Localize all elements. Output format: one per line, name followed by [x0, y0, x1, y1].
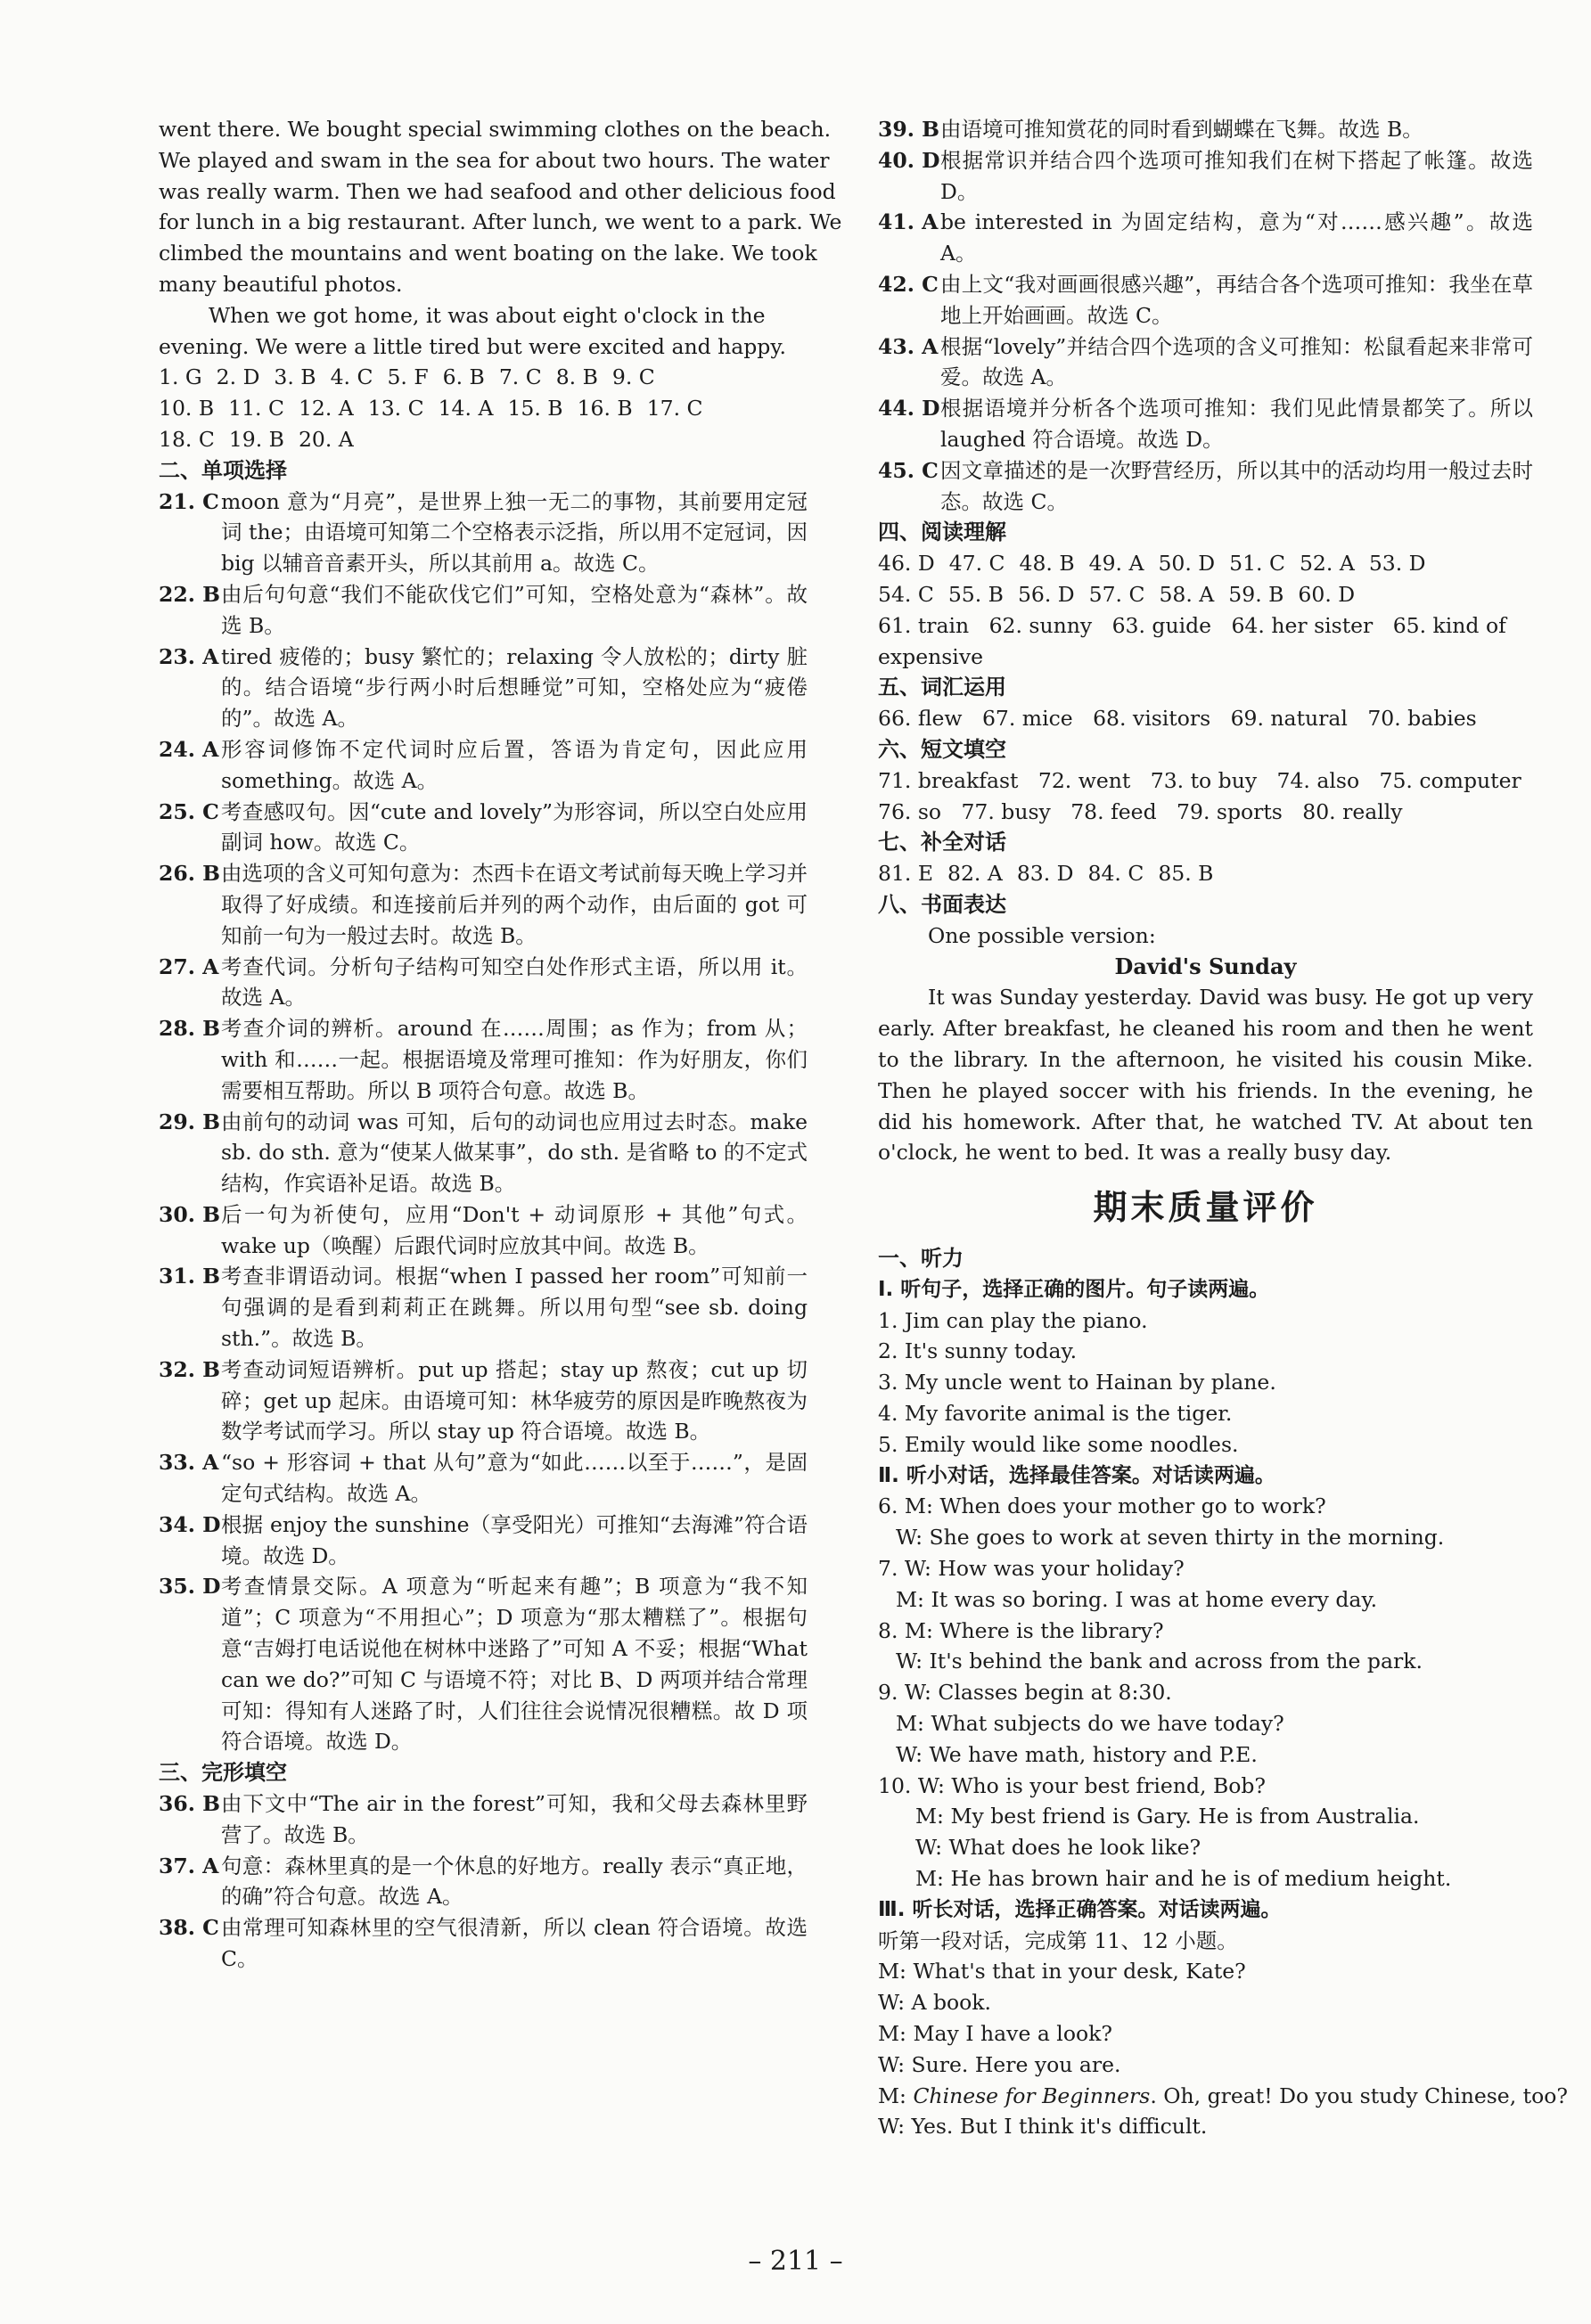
- answer-explanation: 40. D 根据常识并结合四个选项可推知我们在树下搭起了帐篷。故选 D。: [878, 147, 1533, 204]
- listening-sentence: 3. My uncle went to Hainan by plane.: [878, 1370, 1276, 1395]
- page-number: – 211 –: [748, 2246, 843, 2277]
- dialog-line: W: We have math, history and P.E.: [896, 1741, 1258, 1767]
- answer-row: 1. G 2. D 3. B 4. C 5. F 6. B 7. C 8. B 9. C: [159, 364, 655, 390]
- listening-part-heading: Ⅱ. 听小对话，选择最佳答案。对话读两遍。: [878, 1463, 1275, 1487]
- dialog-line: 10. W: Who is your best friend, Bob?: [878, 1772, 1267, 1798]
- dialog-line: W: Sure. Here you are.: [878, 2051, 1121, 2077]
- dialog-line: W: A book.: [878, 1990, 991, 2016]
- left-column: [159, 114, 842, 1975]
- book-title: Chinese for Beginners: [913, 2083, 1151, 2108]
- dialog-line: M: What's that in your desk, Kate?: [878, 1959, 1246, 1984]
- listening-sentence: 2. It's sunny today.: [878, 1338, 1078, 1364]
- dialog-line: W: She goes to work at seven thirty in the morning.: [896, 1525, 1445, 1551]
- passage-line: for lunch in a big restaurant. After lunch, we went to a park. We: [159, 209, 842, 235]
- section-heading: 二、单项选择: [159, 457, 287, 483]
- dialog-line: 8. M: Where is the library?: [878, 1617, 1164, 1643]
- answer-explanation: 36. B 由下文中“The air in the forest”可知，我和父母去森林里野营了。故选 B。: [159, 1791, 808, 1847]
- dialog-line: 7. W: How was your holiday?: [878, 1556, 1185, 1582]
- passage-paragraph: When we got home, it was about eight o'clock in the evening. We were a little tired but were excited and happy.: [159, 302, 786, 359]
- answer-explanation: 31. B 考查非谓语动词。根据“when I passed her room”可知前一句强调的是看到莉莉正在跳舞。所以用句型“see sb. doing sth.”。故选 B。: [159, 1264, 808, 1352]
- answer-explanation: 44. D 根据语境并分析各个选项可推知：我们见此情景都笑了。所以 laughed 符合语境。故选 D。: [878, 396, 1533, 452]
- answer-row: 61. train 62. sunny 63. guide 64. her sister 65. kind of expensive: [878, 612, 1513, 669]
- section-heading: 八、书面表达: [878, 891, 1006, 917]
- listening-sentence: 5. Emily would like some noodles.: [878, 1431, 1239, 1457]
- dialog-line: M: May I have a look?: [878, 2021, 1112, 2047]
- answer-explanation: 35. D 考查情景交际。A 项意为“听起来有趣”；B 项意为“我不知道”；C 项意为“不用担心”；D 项意为“那太糟糕了”。根据句意“吉姆打电话说他在树林中迷路了”可知 A 不妥；根据“What can we do?”可知 C 与语境不符；对比 B、D 两项并结合常理可知：得知有人迷路了时，人们往往会说情况很糟糕。故 D 项符合语境。故选 D。: [159, 1574, 808, 1755]
- answer-explanation: 41. A be interested in 为固定结构，意为“对……感兴趣”。故选 A。: [878, 209, 1533, 266]
- answer-row: 46. D 47. C 48. B 49. A 50. D 51. C 52. A 53. D: [878, 551, 1426, 577]
- essay-title: David's Sunday: [1114, 953, 1297, 979]
- passage-line: was really warm. Then we had seafood and other delicious food: [159, 178, 836, 204]
- answer-explanation: 29. B 由前句的动词 was 可知，后句的动词也应用过去时态。make sb. do sth. 意为“使某人做某事”，do sth. 是省略 to 的不定式结构，作宾语补足语。故选 B。: [159, 1109, 808, 1197]
- answer-explanation: 23. A tired 疲倦的；busy 繁忙的；relaxing 令人放松的；dirty 脏的。结合语境“步行两小时后想睡觉”可知，空格处应为“疲倦的”。故选 A。: [159, 643, 808, 732]
- listening-sentence: 4. My favorite animal is the tiger.: [878, 1401, 1233, 1427]
- answer-explanation: 43. A 根据“lovely”并结合四个选项的含义可推知：松鼠看起来非常可爱。故选 A。: [878, 333, 1533, 390]
- passage-line: went there. We bought special swimming clothes on the beach.: [159, 117, 832, 142]
- section-heading: 六、短文填空: [878, 736, 1006, 762]
- right-column: [878, 114, 1568, 2142]
- section-heading: 五、词汇运用: [878, 675, 1006, 700]
- essay-body: It was Sunday yesterday. David was busy. He got up very early. After breakfast, he cleaned his room and then he went to the library. In the afternoon, he visited his cousin Mike. Then he played soccer with his friends. In the evening, he did his homework. After that, he watched TV. At about ten o'clock, he went to bed. It was a really busy day.: [878, 985, 1533, 1166]
- dialog-line: W: What does he look like?: [915, 1835, 1201, 1861]
- dialog-line: M: What subjects do we have today?: [896, 1711, 1284, 1737]
- answer-explanation: 22. B 由后句句意“我们不能砍伐它们”可知，空格处意为“森林”。故选 B。: [159, 581, 808, 638]
- dialog-line: M: Chinese for Beginners. Oh, great! Do you study Chinese, too?: [878, 2083, 1568, 2108]
- section-heading: 七、补全对话: [878, 830, 1006, 855]
- answer-explanation: 45. C 因文章描述的是一次野营经历，所以其中的活动均用一般过去时态。故选 C。: [878, 457, 1533, 514]
- dialog-line: W: Yes. But I think it's difficult.: [878, 2114, 1208, 2140]
- answer-row: 71. breakfast 72. went 73. to buy 74. also 75. computer: [878, 767, 1521, 793]
- answer-explanation: 25. C 考查感叹句。因“cute and lovely”为形容词，所以空白处应用副词 how。故选 C。: [159, 798, 808, 855]
- exam-title: 期末质量评价: [1093, 1188, 1318, 1228]
- answer-row: 10. B 11. C 12. A 13. C 14. A 15. B 16. B 17. C: [159, 396, 703, 421]
- section-heading: 四、阅读理解: [878, 520, 1006, 545]
- dialog-line: M: He has brown hair and he is of medium height.: [915, 1866, 1452, 1892]
- answer-explanation: 26. B 由选项的含义可知句意为：杰西卡在语文考试前每天晚上学习并取得了好成绩。和连接前后并列的两个动作，由后面的 got 可知前一句为一般过去时。故选 B。: [159, 861, 808, 948]
- dialog-line: M: My best friend is Gary. He is from Australia.: [915, 1804, 1420, 1829]
- answer-explanation: 38. C 由常理可知森林里的空气很清新，所以 clean 符合语境。故选 C。: [159, 1915, 808, 1972]
- answer-row: 18. C 19. B 20. A: [159, 426, 354, 452]
- dialog-line: 6. M: When does your mother go to work?: [878, 1493, 1326, 1519]
- answer-row: 66. flew 67. mice 68. visitors 69. natural 70. babies: [878, 706, 1477, 732]
- listening-part-heading: Ⅰ. 听句子，选择正确的图片。句子读两遍。: [878, 1277, 1270, 1301]
- answer-row: 76. so 77. busy 78. feed 79. sports 80. really: [878, 798, 1403, 824]
- answer-explanation: 33. A “so + 形容词 + that 从句”意为“如此……以至于……”，是固定句式结构。故选 A。: [159, 1450, 808, 1507]
- answer-row: 81. E 82. A 83. D 84. C 85. B: [878, 861, 1214, 887]
- listening-part-heading: Ⅲ. 听长对话，选择正确答案。对话读两遍。: [878, 1897, 1282, 1921]
- answer-explanation: 21. C moon 意为“月亮”，是世界上独一无二的事物，其前要用定冠词 the；由语境可知第二个空格表示泛指，所以用不定冠词，因 big 以辅音音素开头，所以其前用 a。故选 C。: [159, 488, 808, 577]
- section-heading: 一、听力: [878, 1246, 964, 1272]
- dialog-line: 9. W: Classes begin at 8:30.: [878, 1680, 1172, 1706]
- answer-explanation: 34. D 根据 enjoy the sunshine（享受阳光）可推知“去海滩”符合语境。故选 D。: [159, 1511, 808, 1568]
- dialog-line: W: It's behind the bank and across from the park.: [896, 1649, 1423, 1674]
- passage-line: many beautiful photos.: [159, 271, 403, 297]
- answer-explanation: 30. B 后一句为祈使句，应用“Don't + 动词原形 + 其他”句式。wake up（唤醒）后跟代词时应放其中间。故选 B。: [159, 1201, 808, 1258]
- answer-explanation: 28. B 考查介词的辨析。around 在……周围；as 作为；from 从；with 和……一起。根据语境及常理可推知：作为好朋友，你们需要相互帮助。所以 B 项符合句意。故选 B。: [159, 1016, 808, 1103]
- answer-row: 54. C 55. B 56. D 57. C 58. A 59. B 60. D: [878, 581, 1356, 607]
- passage-line: climbed the mountains and went boating on the lake. We took: [159, 241, 817, 266]
- answer-explanation: 39. B 由语境可推知赏花的同时看到蝴蝶在飞舞。故选 B。: [878, 117, 1423, 142]
- answer-explanation: 27. A 考查代词。分析句子结构可知空白处作形式主语，所以用 it。故选 A。: [159, 953, 808, 1011]
- answer-explanation: 42. C 由上文“我对画画很感兴趣”，再结合各个选项可推知：我坐在草地上开始画画。故选 C。: [878, 271, 1533, 328]
- dialog-line: M: It was so boring. I was at home every day.: [896, 1586, 1378, 1612]
- section-heading: 三、完形填空: [159, 1760, 287, 1786]
- passage-line: We played and swam in the sea for about two hours. The water: [159, 147, 830, 173]
- listening-sentence: 1. Jim can play the piano.: [878, 1307, 1148, 1333]
- answer-explanation: 32. B 考查动词短语辨析。put up 搭起；stay up 熬夜；cut up 切碎；get up 起床。由语境可知：林华疲劳的原因是昨晚熬夜为数学考试而学习。所以 stay up 符合语境。故选 B。: [159, 1356, 808, 1444]
- dialog-intro: 听第一段对话，完成第 11、12 小题。: [878, 1927, 1238, 1953]
- essay-intro: One possible version:: [928, 922, 1156, 948]
- answer-explanation: 24. A 形容词修饰不定代词时应后置，答语为肯定句，因此应用 something。故选 A。: [159, 736, 808, 793]
- answer-explanation: 37. A 句意：森林里真的是一个休息的好地方。really 表示“真正地，的确”符合句意。故选 A。: [159, 1853, 808, 1910]
